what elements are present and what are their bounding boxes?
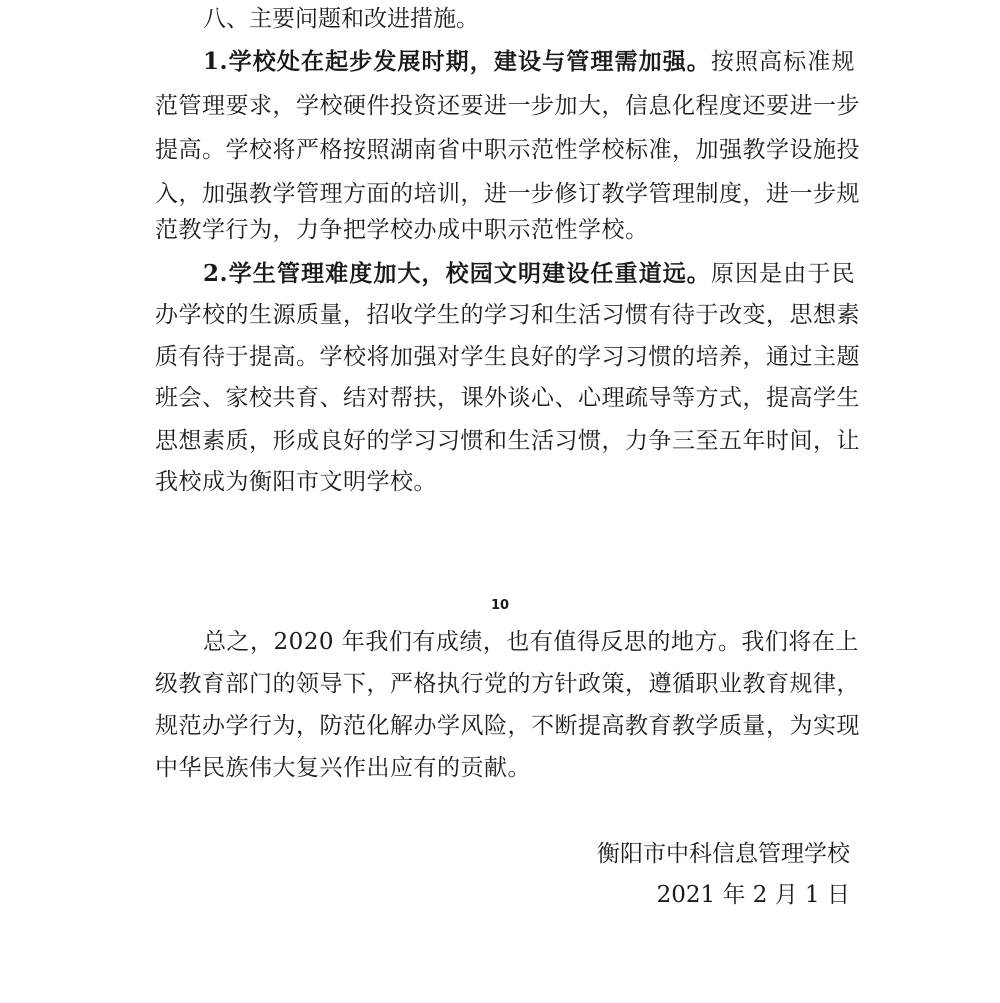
item1-line2: 范管理要求，学校硬件投资还要进一步加大，信息化程度还要进一步: [155, 93, 860, 119]
item2-line1: [203, 259, 855, 289]
signature-date: 2021 年 2 月 1 日: [656, 882, 850, 908]
item2-line1-rest: 原因是由于民: [710, 261, 855, 287]
conclusion-line1: 总之，2020 年我们有成绩，也有值得反思的地方。我们将在上: [203, 629, 859, 655]
item1-line3: 提高。学校将严格按照湖南省中职示范性学校标准，加强教学设施投: [155, 137, 860, 163]
item2-line4: 班会、家校共育、结对帮扶，课外谈心、心理疏导等方式，提高学生: [155, 385, 860, 411]
conclusion-line2: 级教育部门的领导下，严格执行党的方针政策，遵循职业教育规律，: [155, 671, 860, 697]
conclusion-line3: 规范办学行为，防范化解办学风险，不断提高教育教学质量，为实现: [155, 713, 860, 739]
item1-lead: 1.学校处在起步发展时期，建设与管理需加强。: [203, 48, 711, 75]
item2-line2: 办学校的生源质量，招收学生的学习和生活习惯有待于改变，思想素: [155, 302, 860, 328]
section-heading: 八、主要问题和改进措施。: [203, 6, 479, 32]
page-number: 10: [490, 598, 510, 613]
item2-line3: 质有待于提高。学校将加强对学生良好的学习习惯的培养，通过主题: [155, 344, 860, 370]
item1-line5: 范教学行为，力争把学校办成中职示范性学校。: [155, 217, 649, 243]
item1-line1-rest: 按照高标准规: [710, 49, 855, 75]
item2-lead: 2.学生管理难度加大，校园文明建设任重道远。: [203, 260, 711, 287]
conclusion-line4: 中华民族伟大复兴作出应有的贡献。: [155, 755, 531, 781]
item2-line5: 思想素质，形成良好的学习习惯和生活习惯，力争三至五年时间，让: [155, 428, 860, 454]
signature-organization: 衡阳市中科信息管理学校: [597, 841, 850, 867]
item2-line6: 我校成为衡阳市文明学校。: [155, 469, 437, 495]
item1-line4: 入，加强教学管理方面的培训，进一步修订教学管理制度，进一步规: [155, 181, 860, 207]
item1-line1: [203, 47, 855, 77]
